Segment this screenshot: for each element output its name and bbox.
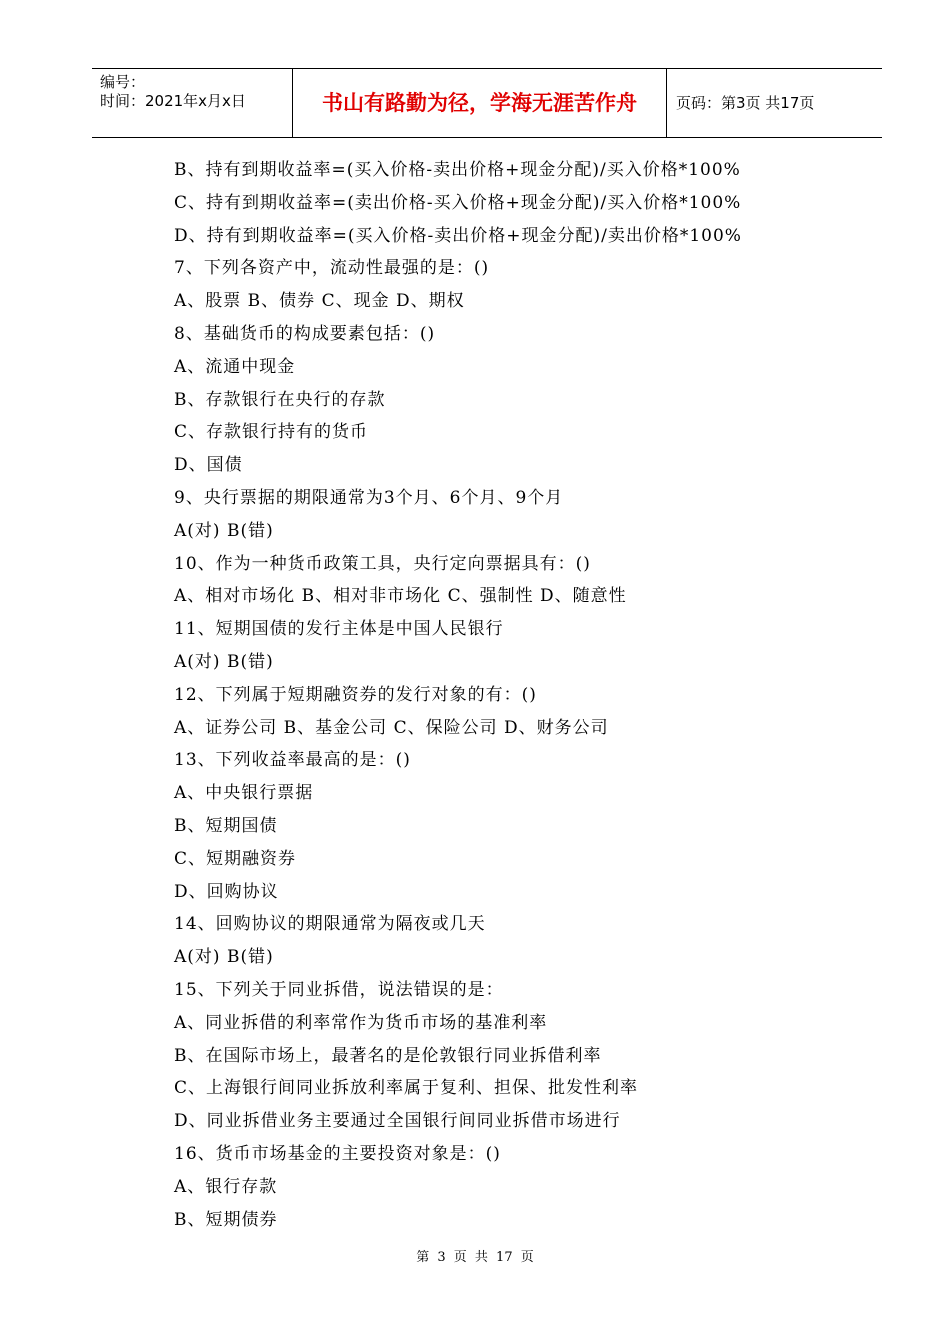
text-line: A、银行存款 (174, 1176, 278, 1197)
text-line: 12、下列属于短期融资券的发行对象的有：() (174, 684, 537, 705)
page-header (92, 68, 882, 138)
document-body (174, 154, 894, 1236)
header-meta (92, 69, 292, 137)
text-line: 14、回购协议的期限通常为隔夜或几天 (174, 914, 486, 935)
text-line: A(对) B(错) (174, 947, 274, 968)
text-line: D、持有到期收益率=(买入价格-卖出价格+现金分配)/卖出价格*100% (174, 225, 742, 246)
doc-time: 时间：2021年x月x日 (100, 92, 246, 110)
text-line: A(对) B(错) (174, 520, 274, 541)
text-line: D、国债 (174, 455, 243, 476)
text-line: 15、下列关于同业拆借，说法错误的是： (174, 979, 504, 1000)
text-line: C、持有到期收益率=(卖出价格-买入价格+现金分配)/买入价格*100% (174, 192, 742, 213)
text-line: D、同业拆借业务主要通过全国银行间同业拆借市场进行 (174, 1111, 621, 1132)
text-line: C、上海银行间同业拆放利率属于复利、担保、批发性利率 (174, 1078, 639, 1099)
text-line: B、持有到期收益率=(买入价格-卖出价格+现金分配)/买入价格*100% (174, 160, 741, 180)
text-line: 13、下列收益率最高的是：() (174, 750, 411, 771)
text-line: A、同业拆借的利率常作为货币市场的基准利率 (174, 1012, 548, 1033)
text-line: C、存款银行持有的货币 (174, 422, 369, 443)
text-line: A、流通中现金 (174, 356, 296, 377)
text-line: B、存款银行在央行的存款 (174, 389, 386, 410)
text-line: C、短期融资券 (174, 848, 297, 869)
text-line: A、证券公司 B、基金公司 C、保险公司 D、财务公司 (174, 717, 609, 738)
text-line: B、短期债券 (174, 1209, 278, 1230)
page-info: 页码：第3页 共17页 (676, 94, 815, 112)
header-page-cell (666, 69, 882, 137)
motto: 书山有路勤为径，学海无涯苦作舟 (322, 91, 637, 115)
header-motto-cell (292, 69, 667, 137)
text-line: A(对) B(错) (174, 651, 274, 672)
text-line: A、中央银行票据 (174, 783, 314, 804)
text-line: B、在国际市场上，最著名的是伦敦银行同业拆借利率 (174, 1045, 602, 1066)
text-line: 9、央行票据的期限通常为3个月、6个月、9个月 (174, 487, 564, 508)
text-line: 11、短期国债的发行主体是中国人民银行 (174, 619, 504, 640)
text-line: A、股票 B、债券 C、现金 D、期权 (174, 291, 465, 312)
page-footer: 第 3 页 共 17 页 (416, 1250, 534, 1265)
text-line: 7、下列各资产中，流动性最强的是：() (174, 258, 490, 279)
doc-code-label: 编号： (100, 73, 146, 91)
text-line: 8、基础货币的构成要素包括：() (174, 323, 436, 344)
text-line: 10、作为一种货币政策工具，央行定向票据具有：() (174, 553, 591, 574)
text-line: 16、货币市场基金的主要投资对象是：() (174, 1143, 501, 1164)
text-line: A、相对市场化 B、相对非市场化 C、强制性 D、随意性 (174, 586, 627, 607)
text-line: D、回购协议 (174, 881, 279, 902)
text-line: B、短期国债 (174, 815, 278, 836)
